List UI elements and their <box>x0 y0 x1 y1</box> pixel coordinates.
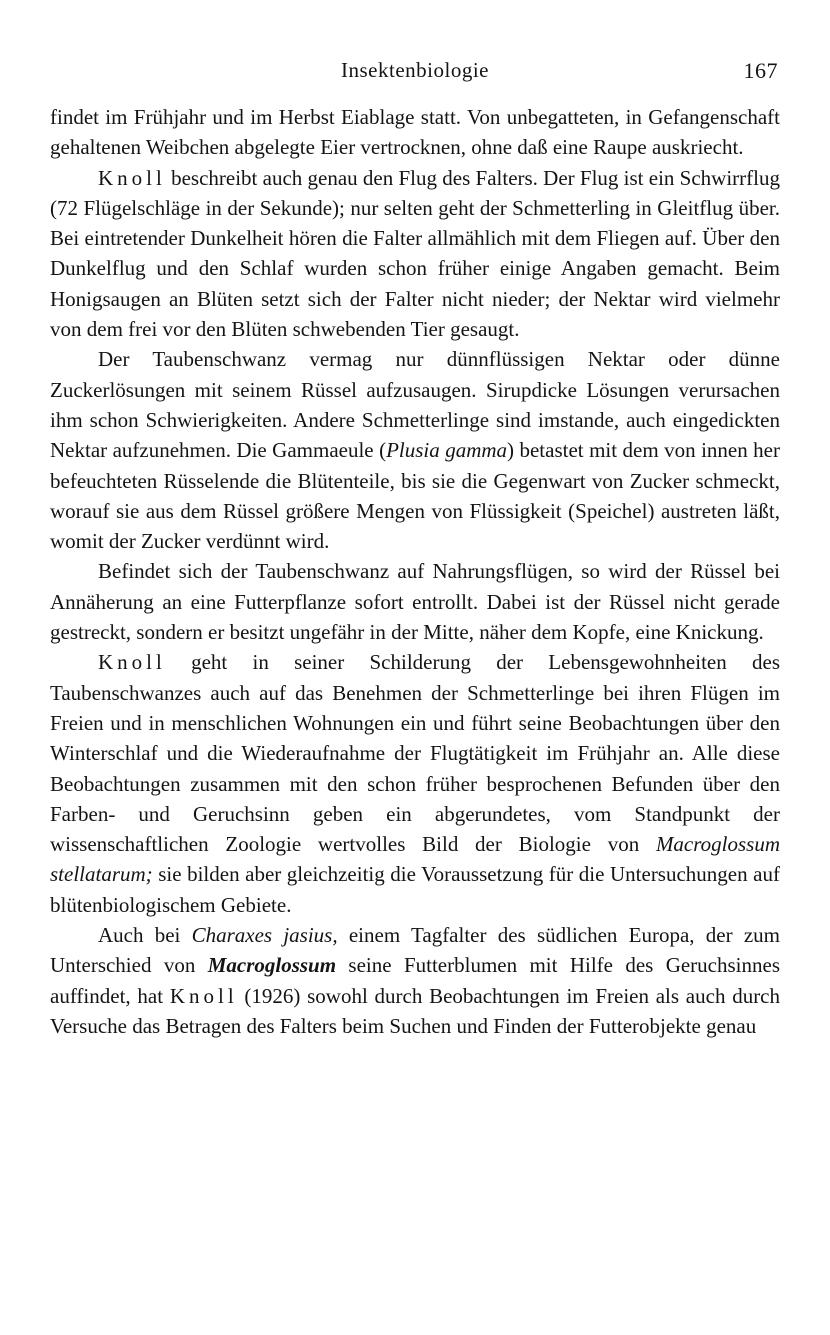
running-title: Insektenbiologie <box>341 58 489 82</box>
paragraph-5 <box>50 647 780 920</box>
paragraph-6 <box>50 920 780 1041</box>
author-name: Knoll <box>98 165 166 190</box>
paragraph-3-text-end: ) betastet mit dem von innen her befeuchteten Rüsselende die Blütenteile, bis sie die Gegenwart von Zucker schmeckt, worauf sie aus dem Rüssel größere Mengen von Flüssigkeit (Speichel) austreten läßt, womit der Zucker verdünnt wird. <box>50 438 781 554</box>
running-head <box>50 58 780 90</box>
paragraph-6-text-middle-1: einem Tagfalter des südlichen Europa, der zum Unterschied von <box>50 923 780 978</box>
paragraph-5-text-start: geht in seiner Schilderung der Lebensgewohnheiten des Taubenschwanzes auch auf das Benehmen der Schmetterlinge bei ihren Flügen im Freien und in menschlichen Wohnungen ein und führt seine Beobachtungen über den Winterschlaf und die Wiederaufnahme der Flugtätigkeit im Frühjahr an. Alle diese Beobachtungen zusammen mit den schon früher besprochenen Befunden über den Farben- und Geruchsinn geben ein abgerundetes, vom Standpunkt der wissenschaftlichen Zoologie wertvolles Bild der Biologie von <box>50 650 780 857</box>
paragraph-2 <box>50 163 780 345</box>
author-name: Knoll <box>169 983 238 1008</box>
species-name: Macroglossum <box>207 953 337 978</box>
paragraph-1: findet im Frühjahr und im Herbst Eiablage statt. Von unbegatteten, in Gefangenschaft gehaltenen Weibchen abgelegte Eier vertrocknen, ohne daß eine Raupe auskriecht. <box>50 105 780 160</box>
author-name: Knoll <box>98 650 166 675</box>
species-name: Charaxes jasius, <box>191 923 338 948</box>
paragraph-6-text-end: (1926) sowohl durch Beobachtungen im Freien als auch durch Versuche das Betragen des Falters beim Suchen und Finden der Futterobjekte genau <box>50 983 781 1038</box>
page-number: 167 <box>743 58 778 83</box>
body-text <box>50 102 780 1041</box>
paragraph-6-text-start: Auch bei <box>98 923 192 948</box>
paragraph-3-text-start: Der Taubenschwanz vermag nur dünnflüssigen Nektar oder dünne Zuckerlösungen mit seinem Rüssel aufzusaugen. Sirupdicke Lösungen verursachen ihm schon Schwierigkeiten. Andere Schmetterlinge sind imstande, auch eingedickten Nektar aufzunehmen. Die Gammaeule ( <box>50 347 780 463</box>
paragraph-6-text-middle-2: seine Futterblumen mit Hilfe des Geruchsinnes auffindet, hat <box>50 953 780 1008</box>
species-name: Macroglossum stellatarum; <box>50 832 780 887</box>
paragraph-2-text: beschreibt auch genau den Flug des Falters. Der Flug ist ein Schwirrflug (72 Flügelschläge in der Sekunde); nur selten geht der Schmetterling in Gleitflug über. Bei eintretender Dunkelheit hören die Falter allmählich mit dem Fliegen auf. Über den Dunkelflug und den Schlaf wurden schon früher einige Angaben gemacht. Beim Honigsaugen an Blüten setzt sich der Falter nicht nieder; der Nektar wird vielmehr von dem frei vor den Blüten schwebenden Tier gesaugt. <box>50 165 780 342</box>
book-page <box>50 58 780 1041</box>
paragraph-5-text-end: sie bilden aber gleichzeitig die Voraussetzung für die Untersuchungen auf blütenbiologischem Gebiete. <box>50 862 780 917</box>
paragraph-3 <box>50 344 780 556</box>
paragraph-4: Befindet sich der Taubenschwanz auf Nahrungsflügen, so wird der Rüssel bei Annäherung an eine Futterpflanze sofort entrollt. Dabei ist der Rüssel nicht gerade gestreckt, sondern er besitzt ungefähr in der Mitte, näher dem Kopfe, eine Knickung. <box>50 559 780 645</box>
species-name: Plusia gamma <box>386 438 508 463</box>
